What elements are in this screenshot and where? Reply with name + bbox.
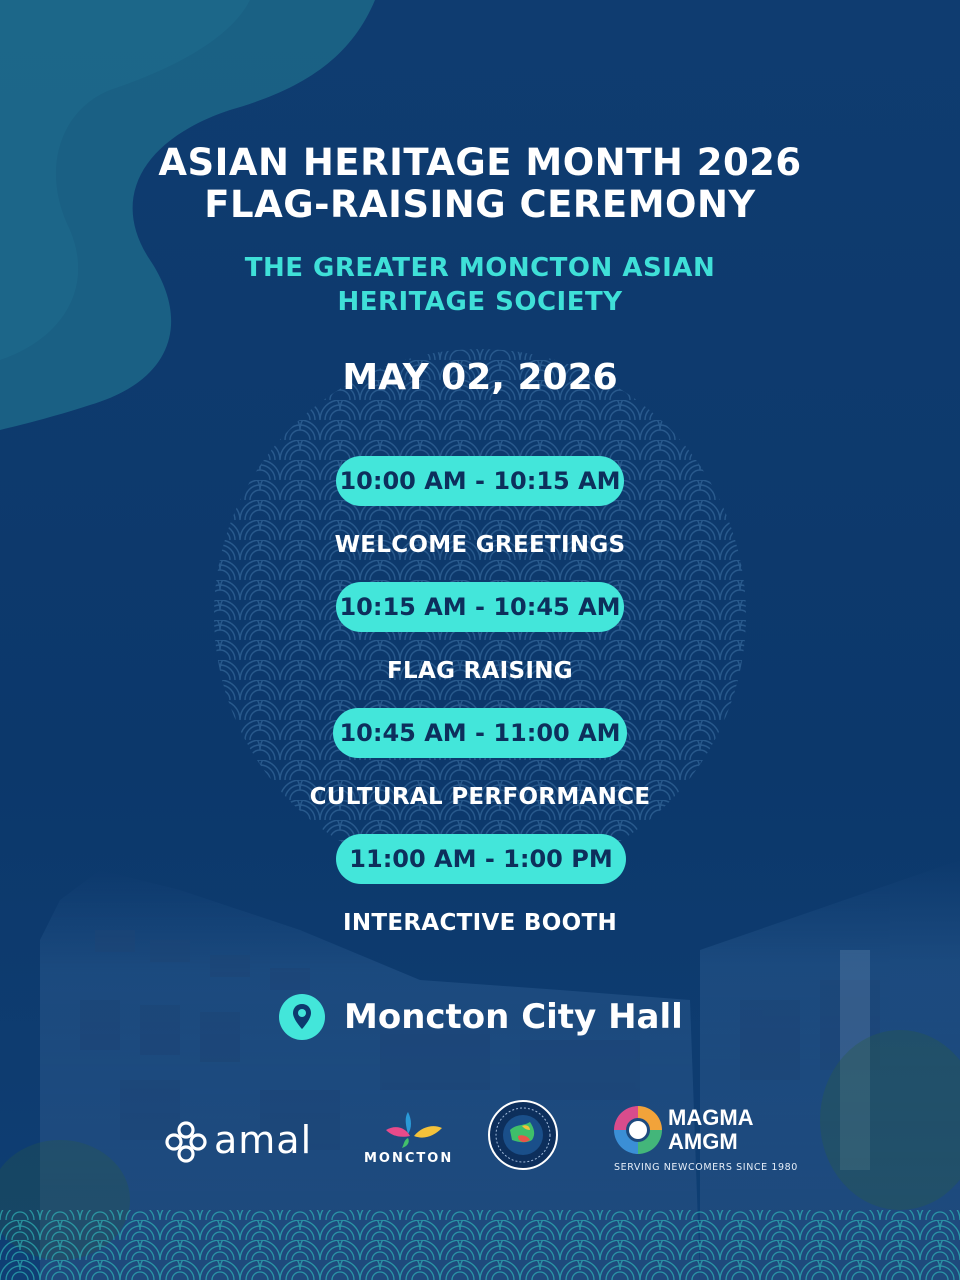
schedule-event: INTERACTIVE BOOTH: [342, 910, 618, 936]
time-pill: 10:15 AM - 10:45 AM: [336, 582, 624, 632]
magma-logo-text: MAGMA: [668, 1105, 754, 1130]
magma-logo-text-fr: AMGM: [668, 1129, 738, 1154]
event-location: [278, 992, 683, 1042]
amal-logo-text: amal: [214, 1118, 313, 1162]
time-pill: 11:00 AM - 1:00 PM: [336, 834, 626, 884]
magma-logo-icon: [612, 1104, 664, 1156]
title-line-1: ASIAN HERITAGE MONTH 2026: [158, 141, 802, 184]
moncton-logo-icon: [378, 1108, 448, 1150]
title-line-2: FLAG-RAISING CEREMONY: [204, 183, 756, 226]
magma-tagline: SERVING NEWCOMERS SINCE 1980: [614, 1162, 798, 1173]
location-text: Moncton City Hall: [344, 997, 683, 1037]
moncton-logo-text: MONCTON: [364, 1151, 454, 1166]
event-date: MAY 02, 2026: [342, 357, 618, 398]
time-pill: 10:45 AM - 11:00 AM: [333, 708, 627, 758]
schedule-event: CULTURAL PERFORMANCE: [309, 784, 651, 810]
schedule-event: WELCOME GREETINGS: [334, 532, 626, 558]
amal-logo-icon: [164, 1120, 208, 1164]
schedule-event: FLAG RAISING: [387, 658, 573, 684]
time-pill: 10:00 AM - 10:15 AM: [336, 456, 624, 506]
organizer-line-2: HERITAGE SOCIETY: [337, 287, 623, 317]
map-pin-icon: [278, 993, 326, 1041]
society-seal-icon: [488, 1100, 558, 1170]
organizer-line-1: THE GREATER MONCTON ASIAN: [244, 253, 716, 283]
